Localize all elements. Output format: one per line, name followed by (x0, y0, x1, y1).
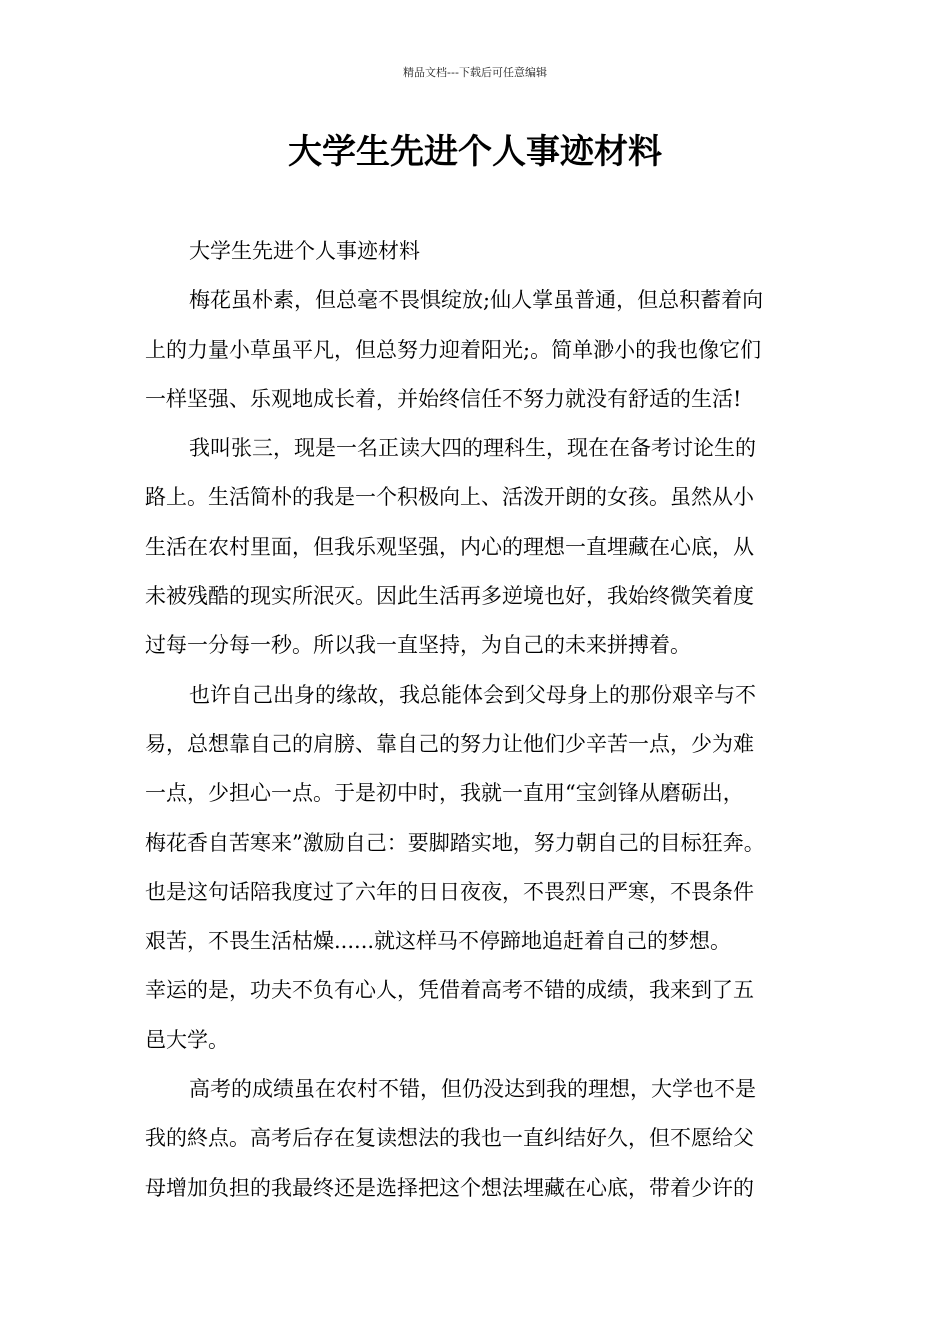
text-line: 路上。生活简朴的我是一个积极向上、活泼开朗的女孩。虽然从小 (145, 485, 754, 510)
text-line: 艰苦，不畏生活枯燥......就这样马不停蹄地追赶着自己的梦想。 (145, 929, 732, 954)
text-line: 也是这句话陪我度过了六年的日日夜夜，不畏烈日严寒，不畏条件 (145, 879, 754, 904)
text-line: 未被残酷的现实所泯灭。因此生活再多逆境也好，我始终微笑着度 (145, 584, 754, 609)
text-line: 母增加负担的我最终还是选择把这个想法埋藏在心底，带着少许的 (145, 1175, 754, 1200)
text-line: 过每一分每一秒。所以我一直坚持，为自己的未来拼搏着。 (145, 633, 691, 658)
text-line: 一点，少担心一点。于是初中时，我就一直用“宝剑锋从磨砺出， (145, 781, 744, 806)
text-line: 幸运的是，功夫不负有心人，凭借着高考不错的成绩，我来到了五 (145, 978, 754, 1003)
text-line: 生活在农村里面，但我乐观坚强，内心的理想一直埋藏在心底，从 (145, 534, 754, 559)
text-line: 易，总想靠自己的肩膀、靠自己的努力让他们少辛苦一点，少为难 (145, 731, 754, 756)
text-line: 梅花香自苦寒来”激励自己：要脚踏实地，努力朝自己的目标狂奔。 (145, 830, 765, 855)
text-line: 一样坚强、乐观地成长着，并始终信任不努力就没有舒适的生活! (145, 386, 742, 411)
text-line: 邑大学。 (145, 1027, 229, 1052)
text-line: 上的力量小草虽平凡，但总努力迎着阳光;。简单渺小的我也像它们 (145, 337, 762, 362)
text-line: 梅花虽朴素，但总毫不畏惧绽放;仙人掌虽普通，但总积蓄着向 (189, 288, 764, 313)
document-body (145, 230, 810, 1216)
header-note: 精品文档---下载后可任意编辑 (403, 66, 547, 79)
text-line: 我的終点。高考后存在复读想法的我也一直纠结好久，但不愿给父 (145, 1126, 754, 1151)
text-line: 高考的成绩虽在农村不错，但仍没达到我的理想，大学也不是 (189, 1077, 756, 1102)
text-line: 大学生先进个人事迹材料 (189, 239, 420, 263)
document-title: 大学生先进个人事迹材料 (288, 132, 662, 172)
text-line: 我叫张三，现是一名正读大四的理科生，现在在备考讨论生的 (189, 436, 756, 461)
text-line: 也许自己出身的缘故，我总能体会到父母身上的那份艰辛与不 (189, 682, 756, 707)
